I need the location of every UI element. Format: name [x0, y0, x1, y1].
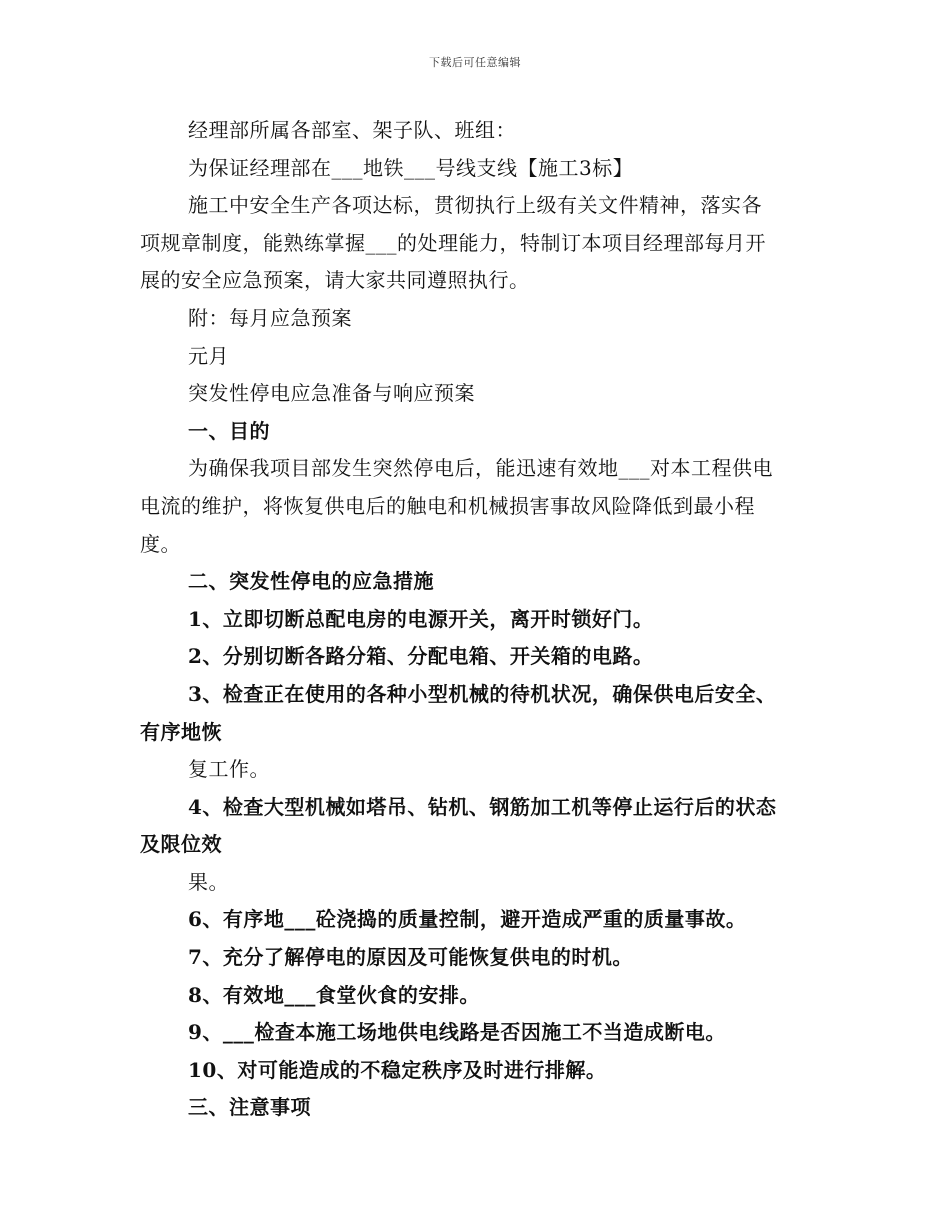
list-item: 3、检查正在使用的各种小型机械的待机状况，确保供电后安全、 [188, 681, 777, 706]
section-heading: 一、目的 [188, 418, 270, 443]
paragraph-line: 电流的维护，将恢复供电后的触电和机械损害事故风险降低到最小程 [140, 493, 755, 518]
list-item: 10、对可能造成的不稳定秩序及时进行排解。 [188, 1057, 607, 1082]
list-item: 4、检查大型机械如塔吊、钻机、钢筋加工机等停止运行后的状态 [188, 794, 777, 819]
section-heading: 二、突发性停电的应急措施 [188, 569, 434, 594]
paragraph-line: 经理部所属各部室、架子队、班组： [188, 118, 516, 142]
paragraph-line: 项规章制度，能熟练掌握___的处理能力，特制订本项目经理部每月开 [140, 230, 766, 255]
header-note: 下载后可任意编辑 [429, 56, 521, 69]
list-item: 8、有效地___食堂伙食的安排。 [188, 982, 480, 1007]
list-item: 7、充分了解停电的原因及可能恢复供电的时机。 [188, 945, 633, 970]
list-item-continuation: 有序地恢 [140, 719, 222, 744]
paragraph-line: 为保证经理部在___地铁___号线支线【施工3标】 [188, 155, 634, 180]
month-label: 元月 [188, 343, 229, 368]
list-item-continuation: 果。 [188, 869, 229, 894]
paragraph-line: 施工中安全生产各项达标，贯彻执行上级有关文件精神，落实各 [188, 193, 762, 218]
paragraph-line: 展的安全应急预案，请大家共同遵照执行。 [140, 268, 530, 293]
list-item: 2、分别切断各路分箱、分配电箱、开关箱的电路。 [188, 644, 654, 669]
list-item: 6、有序地___砼浇捣的质量控制，避开造成严重的质量事故。 [188, 907, 747, 932]
paragraph-line: 度。 [140, 531, 181, 556]
list-item-continuation: 复工作。 [188, 757, 270, 782]
document-body [140, 112, 820, 1127]
section-heading: 三、注意事项 [188, 1095, 311, 1120]
list-item: 9、___检查本施工场地供电线路是否因施工不当造成断电。 [188, 1020, 726, 1045]
paragraph-line: 为确保我项目部发生突然停电后，能迅速有效地___对本工程供电 [188, 456, 773, 481]
plan-title: 突发性停电应急准备与响应预案 [188, 381, 475, 406]
list-item-continuation: 及限位效 [140, 832, 222, 857]
attachment-line: 附：每月应急预案 [188, 305, 352, 330]
list-item: 1、立即切断总配电房的电源开关，离开时锁好门。 [188, 606, 654, 631]
